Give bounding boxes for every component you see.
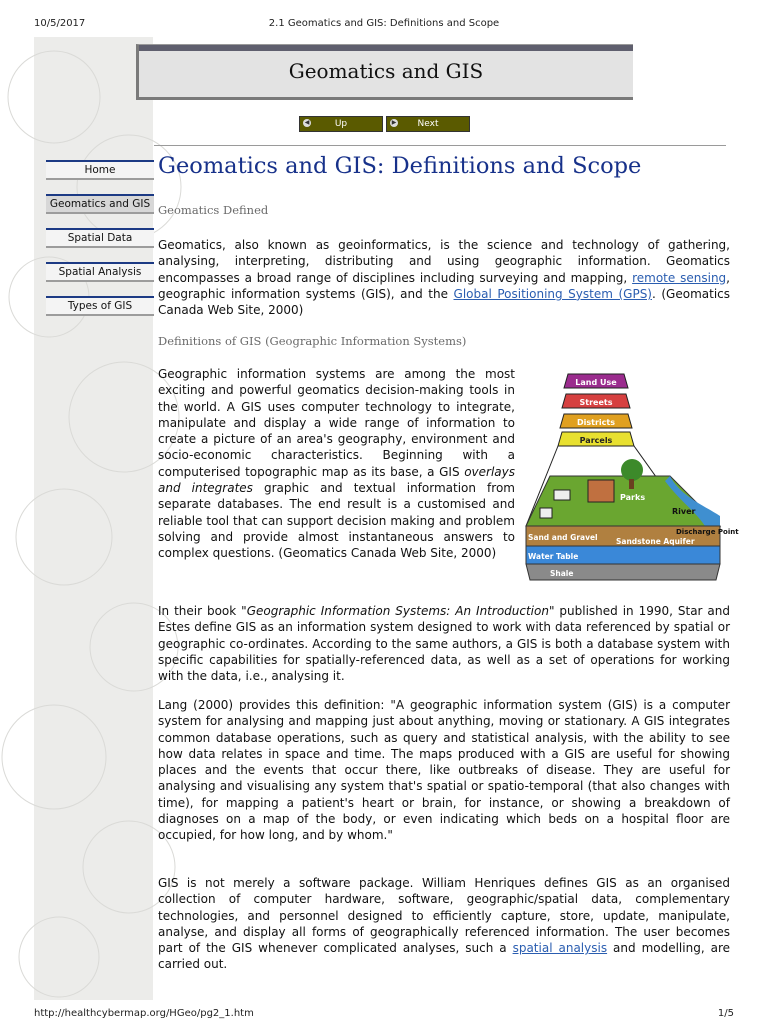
next-button-label: Next [417,119,439,129]
text-run: and modelling, are carried out. [158,941,730,972]
up-button[interactable] [299,116,383,132]
text-run: " published in 1990, Star and Estes define GIS as an information system designed to work with data referenced by spatial or geographic co-ordinates. According to the same authors, a GIS is both a database system with specific capabilities for spatially-referenced data, as well as a set of operations for working with the data, i.e., analysing it. [158,604,730,684]
text-run: Geomatics, also known as geoinformatics, is the science and technology of gathering, analysing, interpreting, distributing and using geographic information. Geomatics encompasses a broad range of disciplines including surveying and mapping, [158,238,730,285]
gis-layers-illustration [520,366,739,584]
side-nav-geomatics-and-gis[interactable]: Geomatics and GIS [46,194,154,214]
section-heading-geomatics-defined: Geomatics Defined [158,203,269,217]
side-nav-types-of-gis[interactable]: Types of GIS [46,296,154,316]
house-building [554,490,570,500]
text-run: In their book " [158,604,247,618]
layer-label-districts: Districts [577,418,615,427]
left-decorative-column [34,37,153,1000]
print-date: 10/5/2017 [34,18,86,29]
text-run: . (Geomatics Canada Web Site, 2000) [158,286,731,318]
label-sand-and-gravel: Sand and Gravel [528,533,598,542]
layer-label-land-use: Land Use [575,378,617,387]
label-parks: Parks [620,493,646,502]
text-run: , geographic information systems (GIS), and the [158,270,730,301]
layer-label-parcels: Parcels [579,436,613,445]
up-button-label: Up [334,119,348,129]
paragraph-henriques [158,875,730,973]
text-run: graphic and textual information from separate databases. The end result is a customised and reliable tool that can support decision making and problem solving and provide almost instantaneous answers to complex questions. (Geomatics Canada Web Site, 2000) [158,481,515,561]
text-emphasis: Geographic Information Systems: An Introduction [246,604,549,618]
print-url: http://healthcybermap.org/HGeo/pg2_1.htm [34,1008,254,1019]
side-nav-home[interactable]: Home [46,160,154,180]
background-pattern [34,37,153,1000]
side-nav-spatial-analysis[interactable]: Spatial Analysis [46,262,154,282]
link-remote-sensing[interactable]: remote sensing [632,270,727,285]
paragraph-lang-definition: Lang (2000) provides this definition: "A geographic information system (GIS) is a computer system for analysing and mapping just about anything, moving or stationary. A GIS integrates common database operations, such as query and statistical analysis, with the ability to see how data relates in space and time. The maps produced with a GIS are useful for showing places and the events that occur there, like outbreaks of disease. They are useful for analysing and visualising any system that's spatial or spatio-temporal (that also changes with time), for mapping a patient's heart or brain, for instance, or showing a breakdown of diagnoses on a map of the body, or even indicating which beds on a hospital floor are occupied, for how long, and by whom." [158,698,730,843]
print-page-number: 1/5 [717,1008,734,1019]
text-run: GIS is not merely a software package. William Henriques defines GIS as an organised collection of computer hardware, software, geographic/spatial data, complementary technologies, and personnel designed to efficiently capture, store, update, manipulate, analyse, and display all forms of geographically referenced information. The user becomes part of the GIS whenever complicated analyses, such a [158,876,730,956]
layer-label-streets: Streets [579,398,613,407]
factory-building [588,480,614,502]
section-heading-definitions-of-gis: Definitions of GIS (Geographic Information Systems) [158,334,467,348]
page-title: Geomatics and GIS: Definitions and Scope [158,153,642,179]
terrain-block [526,459,720,580]
label-water-table: Water Table [528,552,579,561]
text-run: Geographic information systems are among the most exciting and powerful geomatics decision-making tools in the world. A GIS uses computer technology to integrate, manipulate and display a wide range of information to create a picture of an area's geography, environment and socio-economic characteristics. Beginning with a computerised topographic map as its base, a GIS [158,367,515,479]
next-arrow-icon: ▶ [391,119,397,126]
park-tree [621,459,643,481]
header-divider [154,145,726,146]
link-spatial-analysis[interactable]: spatial analysis [512,941,608,956]
paragraph-star-estes [158,603,730,684]
site-banner [136,44,633,100]
print-title: 2.1 Geomatics and GIS: Definitions and Scope [268,18,500,29]
layer-stack [558,374,634,446]
label-river: River [672,507,696,516]
next-button[interactable] [386,116,470,132]
label-shale: Shale [550,569,574,578]
paragraph-geomatics [158,237,730,318]
link-gps[interactable]: Global Positioning System (GPS) [453,286,652,301]
text-emphasis: overlays and integrates [158,464,515,496]
label-discharge-point: Discharge Point [676,528,739,536]
paragraph-gis-overview [158,366,515,562]
up-arrow-icon: ◀ [304,119,310,126]
banner-title: Geomatics and GIS [288,59,484,83]
side-nav-spatial-data[interactable]: Spatial Data [46,228,154,248]
banner-top-bar [139,45,633,51]
print-header [0,0,768,36]
label-sandstone-aquifer: Sandstone Aquifer [616,537,695,546]
